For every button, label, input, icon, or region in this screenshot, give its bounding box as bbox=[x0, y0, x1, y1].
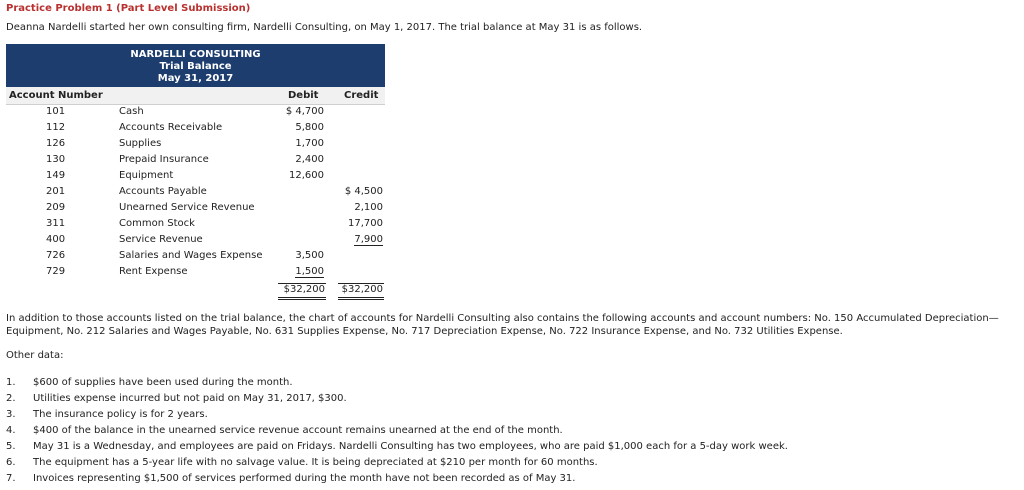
debit-amount: 5,800 bbox=[295, 122, 324, 133]
trial-balance-header bbox=[6, 44, 385, 87]
account-number: 209 bbox=[46, 202, 66, 213]
account-number: 729 bbox=[46, 266, 66, 277]
table-row bbox=[6, 184, 385, 200]
item-number: 3. bbox=[6, 409, 16, 420]
item-text: Invoices representing $1,500 of services performed during the month have not been recorded as of May 31. bbox=[33, 473, 576, 484]
debit-amount: $ 4,700 bbox=[285, 106, 324, 117]
credit-amount: 2,100 bbox=[354, 202, 383, 213]
account-name: Unearned Service Revenue bbox=[119, 202, 255, 213]
item-text: May 31 is a Wednesday, and employees are paid on Fridays. Nardelli Consulting has two employees, who are paid $1,000 each for a 5-day work week. bbox=[33, 441, 788, 452]
account-name: Supplies bbox=[119, 138, 162, 149]
item-text: The insurance policy is for 2 years. bbox=[33, 409, 208, 420]
account-number: 112 bbox=[46, 122, 66, 133]
account-number-header: Account Number bbox=[9, 90, 103, 101]
account-name: Accounts Receivable bbox=[119, 122, 223, 133]
account-number: 149 bbox=[46, 170, 66, 181]
chart-of-accounts-note bbox=[6, 312, 1018, 338]
intro-text: Deanna Nardelli started her own consulting firm, Nardelli Consulting, on May 1, 2017. The trial balance at May 31 is as follows. bbox=[6, 22, 643, 33]
account-name: Prepaid Insurance bbox=[119, 154, 209, 165]
account-number: 311 bbox=[46, 218, 66, 229]
note-line-2: Equipment, No. 212 Salaries and Wages Payable, No. 631 Supplies Expense, No. 717 Depreciation Expense, No. 722 Insurance Expense, and No. 732 Utilities Expense. bbox=[6, 326, 843, 337]
total-debit: $32,200 bbox=[278, 283, 326, 300]
debit-amount: 1,700 bbox=[295, 138, 324, 149]
account-name: Equipment bbox=[119, 170, 174, 181]
credit-amount: $ 4,500 bbox=[344, 186, 383, 197]
account-name: Accounts Payable bbox=[119, 186, 207, 197]
total-credit: $32,200 bbox=[338, 283, 384, 300]
account-number: 101 bbox=[46, 106, 66, 117]
account-name: Salaries and Wages Expense bbox=[119, 250, 263, 261]
item-number: 6. bbox=[6, 457, 16, 468]
account-number: 400 bbox=[46, 234, 66, 245]
item-number: 4. bbox=[6, 425, 16, 436]
account-name: Cash bbox=[119, 106, 144, 117]
credit-header: Credit bbox=[344, 90, 379, 101]
table-row bbox=[6, 200, 385, 216]
account-name: Service Revenue bbox=[119, 234, 203, 245]
problem-title: Practice Problem 1 (Part Level Submission) bbox=[6, 3, 251, 14]
table-row bbox=[6, 248, 385, 264]
table-row bbox=[6, 216, 385, 232]
debit-amount: 1,500 bbox=[295, 266, 324, 277]
table-row bbox=[6, 152, 385, 168]
item-number: 5. bbox=[6, 441, 16, 452]
trial-balance-rows bbox=[6, 104, 385, 280]
company-name: NARDELLI CONSULTING bbox=[130, 49, 261, 60]
table-row bbox=[6, 120, 385, 136]
item-text: The equipment has a 5-year life with no salvage value. It is being depreciated at $210 per month for 60 months. bbox=[33, 457, 598, 468]
account-number: 726 bbox=[46, 250, 66, 261]
other-data-label: Other data: bbox=[6, 350, 64, 361]
debit-amount: 2,400 bbox=[295, 154, 324, 165]
table-row bbox=[6, 168, 385, 184]
credit-amount: 17,700 bbox=[348, 218, 383, 229]
item-number: 1. bbox=[6, 377, 16, 388]
debit-header: Debit bbox=[288, 90, 319, 101]
item-text: $400 of the balance in the unearned service revenue account remains unearned at the end of the month. bbox=[33, 425, 563, 436]
column-header-row bbox=[6, 87, 385, 105]
statement-date: May 31, 2017 bbox=[157, 73, 234, 84]
table-row bbox=[6, 264, 385, 280]
debit-amount: 12,600 bbox=[289, 170, 324, 181]
account-name: Rent Expense bbox=[119, 266, 188, 277]
account-number: 130 bbox=[46, 154, 66, 165]
note-line-1: In addition to those accounts listed on the trial balance, the chart of accounts for Nardelli Consulting also contains the following accounts and account numbers: No. 150 Accumulated Depreciation— bbox=[6, 313, 999, 324]
account-number: 201 bbox=[46, 186, 66, 197]
table-row bbox=[6, 232, 385, 248]
account-name: Common Stock bbox=[119, 218, 195, 229]
item-number: 7. bbox=[6, 473, 16, 484]
table-row bbox=[6, 136, 385, 152]
credit-amount: 7,900 bbox=[354, 234, 383, 245]
item-text: $600 of supplies have been used during the month. bbox=[33, 377, 293, 388]
account-number: 126 bbox=[46, 138, 66, 149]
item-text: Utilities expense incurred but not paid on May 31, 2017, $300. bbox=[33, 393, 347, 404]
debit-amount: 3,500 bbox=[295, 250, 324, 261]
item-number: 2. bbox=[6, 393, 16, 404]
statement-name: Trial Balance bbox=[159, 61, 232, 72]
table-row bbox=[6, 104, 385, 120]
